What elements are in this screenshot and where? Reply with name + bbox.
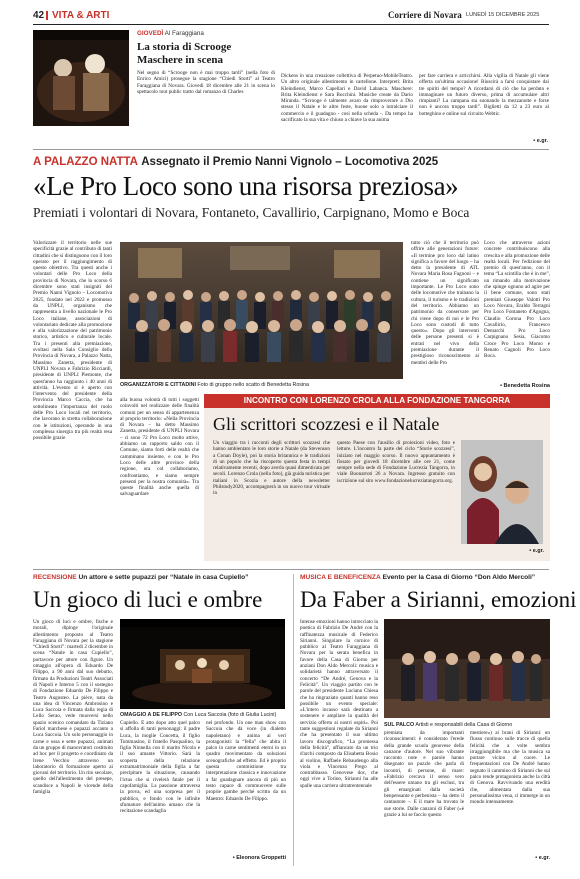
main-headline: «Le Pro Loco sono una risorsa preziosa» <box>33 171 459 201</box>
header-rule <box>33 24 549 25</box>
crola-byline: • e.gr. <box>529 548 544 554</box>
teaser-kicker-day: GIOVEDÌ <box>137 30 164 37</box>
lower-divider <box>33 569 549 570</box>
group-photo-caption-text: Foto di gruppo nello scatto di Benedetta Rosina <box>197 382 310 388</box>
crola-text-col1: Un viaggio tra i racconti degli scrittori scozzesi che hanno ambientato le loro storie a Natale (da Stevenson a Conan Doyle), poi la storia britannica e le tradizioni di un popolo che ha riscoperto questa festa in tempi relativamente recenti, dopo averla quasi dimenticata per secoli. Lorenzo Crola (nella foto), già guida turistica per italiani in Scozia e autore della newsletter Philstudy2020, accompagnerà in un nuovo tour virtuale in <box>213 440 330 497</box>
cupiello-caption-label: OMAGGIO A DE FILIPPO <box>120 712 182 718</box>
header-divider-bar <box>46 11 48 20</box>
crola-banner: INCONTRO CON LORENZO CROLA ALLA FONDAZIONE TANGORRA <box>204 394 550 408</box>
cupiello-kicker-label: RECENSIONE <box>33 574 77 581</box>
sirianni-headline: Da Faber a Sirianni, emozioni <box>300 587 577 612</box>
main-text-col4: Loco che attraverso azioni concrete contribuiscono alla crescita e alla promozione delle realtà locali. Per l'edizione del premio di quest'anno, con il tema “La scintilla che è in me”, un rimando alla motivazione che spinge ognuno ad agire per il bene comune, sono stati premiati Giuseppe Valotti Pro Loco Novara, Eraldo Terragni Pro Loco Fontaneto d'Agogna, Claudio Corona Pro Loco Cavallirio, Francesco Demarchi Pro Loco Carpignano Sesia, Giacomo Croce Pro Loco Momo e Renato Cagnoli Pro Loco Boca. <box>484 240 550 360</box>
section-name: VITA & ARTI <box>52 10 110 21</box>
teaser-byline: • e.gr. <box>533 138 548 144</box>
main-subhead: Assegnato il Premio Nanni Vignolo – Locomotiva 2025 <box>141 156 439 168</box>
scrooge-stage-illustration <box>33 30 129 126</box>
crola-text-col2: questo Paese con l'ausilio di proiezioni video, foto e letture. L'incontro fa parte del ciclo “Storie scozzesi”, iniziato nel maggio scorso. Il nuovo appuntamento è fissato per giovedì 18 dicembre alle ore 21, come sempre nella sede di Fondazione Lucrezia Tangorra, in viale Buonarroti 26 a Novara. Ingresso gratuito con iscrizione sul sito www.fondazionelucreziatangorra.org. <box>337 440 455 484</box>
crola-title: Gli scrittori scozzesi e il Natale <box>213 414 440 434</box>
main-text-col3: tutto ciò che il territorio può offrire alle generazioni future: «Il termine pro loco dal latino significa a favore del luogo – ha detto la presidente di ATL Novara Maria Rosa Fagnoni – e contiene un significato importante. Le Pro Loco sono delle locomotive che trainano la cultura, il turismo e le tradizioni del territorio. Abbiamo un patrimonio da conservare per chi viene dopo di noi e le Pro Loco sono custodi di tutto questo». Dopo gli interventi delle persone presenti si è entrati nel vivo della premiazione durante il prestigioso riconoscimento ai membri delle Pro <box>411 240 479 366</box>
sirianni-byline: • e.gr. <box>535 855 550 861</box>
cupiello-text-col1: Un gioco di luci e ombre, fische e morali, dipinge l'originale allestimento proposto al Teatro Faraggiana di Novara per la stagione “Chiedi Storti”: martedì 2 dicembre in scena “Natale in casa Cupiello”, portavoce per attore con figure. Un omaggio all'opera di Eduardo De Filippo, a 90 anni dal suo debutto, firmato da Produzioni Teatri Associati di Napoli e Interno 5 con il sostegno di Fondazione Eduardo De Filippo e Teatro Augusteo. La pièce, nata da una idea di Vincenzo Ambrosino e Luca Saccoia e firmata dalla regia di Lello Serao, vede muoversi nello spazio scenico comandato da Tiziano Fariol marchese e pupazzi accanto a Luca Saccoia. Un solo personaggio in carne e ossa e sette pupazzi, animati da un gruppo di manovratori costituito ad hoc per il progetto e coordinato da Irene Vecchio attraverso un laboratorio di formazione aperto ai giovani del territorio. Un rito secolare, quello dell'allestimento del presepe, scandisce a Napoli le vicende della famiglia <box>33 619 113 796</box>
teaser-kicker-place: Al Faraggiana <box>164 30 204 37</box>
sirianni-caption <box>384 722 550 728</box>
teaser-text-col3: per fare carriera e arricchirsi. Alla vigilia di Natale gli viene offerta un'ultima occasione! Riuscirà a farsi conquistare dai tre spiriti del tempo? A ricordarsi di ciò che ha perduto e immaginare un futuro diverso, prima di accumulare altri rimpianti? La campana sta suonando la mezzanotte e forse non è ancora troppo tardi”. Biglietti da 12 a 23 euro al botteghino e online sul circuito Webtic. <box>419 73 549 117</box>
sirianni-subhead: Evento per la Casa di Giorno “Don Aldo Mercoli” <box>382 574 536 581</box>
cupiello-caption-text: Con Luca Saccoia (foto di Giulia Lucini) <box>183 712 277 718</box>
main-kicker-place: A PALAZZO NATTA <box>33 156 138 168</box>
cupiello-byline: • Eleonora Groppetti <box>232 855 286 861</box>
sirianni-text-col3: mestiere») ai brani di Sirianni: un flusso continuo sulle tracce di quella felicità che a volte sembra irraggiungibile ma che la musica sa portare vicino al cuore. Le frequentazioni con De André hanno segnato il cammino di Sirianni che sul palco rende protagonista anche la città di Genova. Ravvivando una eredità che, alimentata dalla sua personalissima vena, ci immerge in un mondo intensamente. <box>470 730 550 806</box>
main-text-col1: Valorizzare il territorio nelle sue specificità grazie al contributo di tanti cittadini che si distinguono con il loro operato per il raggiungimento di questo obiettivo. Tra questi anche i volontari delle Pro Loco della provincia di Novara, che lo scorso 6 dicembre sono stati insigniti del Premio Nanni Vignolo – Locomotiva 2025, fondato nel 2022 e promosso da UNPLI, organismo che rappresenta a livello nazionale le Pro Loco italiane, associazioni di volontariato dedicate alla promozione e alla valorizzazione del patrimonio storico, artistico e culturale locale. Tra i presenti alla premiazione, svoltasi nella Sala Consiglio della Provincia di Novara, a Palazzo Natta, Massimo Zanetta, presidente di UNPLI Novara e Fabrizio Ricciardi, presidente di UNPLI Piemonte, che quest'anno ha raggiunto i 40 anni di attività. L'evento si è aperto con l'intervento del presidente della Provincia Marco Caccia, che ha sottolineato l'importanza del ruolo delle Pro Loco locali nel territorio, che lavorano in stretta collaborazione con le istituzioni, operando in una complessa sinergia tra più realtà resa possibile grazie <box>33 240 112 442</box>
sirianni-kicker-label: MUSICA E BENEFICENZA <box>300 574 381 581</box>
sirianni-text-col1: Intense emozioni hanno intrecciato la poetica di Fabrizio De André con la raffinatezza musicale di Federico Sirianni. Singolare la cornice di pubblico al Teatro Faraggiana di Novara per la serata benefica in favore della Casa di Giorno per anziani Don Aldo Mercoli: musica e solidarietà hanno attraversato il concerto “De André, Genova e la Felicità”. Un viaggio partito con le parole del presidente Luciano Chiesa che ha ringraziato quanti hanno reso possibile un evento speciale: «L'intero incasso sarà destinato a sostenere e ampliare la qualità del servizio offerto ai nostri ospiti». Poi tante suggestioni regalate da Sirianni che ha presentato il suo ultimo lavoro discografico, “La promessa della felicità”, affiancato da un trio d'archi composto da Elisabetta Bosio al violino, Raffaele Rebaudengo alla viola e Vincenzo Prego al contrabbasso. Genovese doc, che oggi vive a Torino, Sirianni ha alle spalle una carriera ultratrentennale <box>300 619 378 789</box>
main-kicker <box>33 156 438 168</box>
cupiello-caption <box>120 712 285 718</box>
cupiello-text-col2: Cupiello. È atto dopo atto quel palco si affolla di tanti personaggi: il padre Luca, la moglie Concetta, il figlio Tommasino, il fratello Pasqualino, la figlia Ninnella con il marito Nicola e il suo amante Vittorio. Sarà la scoperta della relazione extramatrimoniale della figlia a far precipitare la situazione, causando l'ictus che si rivelerà fatale per il capofamiglia. La passione attraversa la prova, ed una sorpresa per il pubblico, e fondo con le infinite sfumature dell'animo umano che la recitazione scandaglia <box>120 720 200 815</box>
crola-portrait-photo <box>461 440 543 544</box>
teaser-title: La storia di Scrooge Maschere in scena <box>137 41 232 66</box>
sirianni-stage-illustration <box>384 619 550 718</box>
group-photo-caption-label: ORGANIZZATORI E CITTADINI <box>120 382 196 388</box>
cupiello-text-col3: nel profondo. Un one man show con Saccoia che dà voce (in dialetto napoletano) e anima ai veri protagonisti: la “fella” che abita il palco in carne sentimenti eterni in un quadro movimentato da soluzioni scenografiche ad effetto. Ed è proprio questa commistione tra interpretazione classica e innovazione a far guadagnare ancora di più un testo capace di commuovere sulle proprie gambe perché scritto da un Maestro: Eduardo De Filippo. <box>206 720 286 802</box>
group-photo-illustration <box>120 242 403 379</box>
cupiello-subhead: Un attore e sette pupazzi per “Natale in casa Cupiello” <box>78 574 249 581</box>
teaser-text-col2: Dickens in una creazione collettiva di Perpetuo-MobileTeatro. Un altro originale allestimento in cartellone. Interpreti: Brita Kleindienst, Marco Capellari e David Labanca. Maschere: Brita Kleindienst e Sara Bocchini. Musiche create da Dario Miranda. “Scrooge è talmente avaro da rimproverare a Dio stesso il Natale e le altre feste, buone solo a intralciare il commercio e il guadagno - così nella scheda -. Da tempo ha sacrificato la sua vita e chiuso a chiave la sua anima <box>281 73 413 124</box>
sirianni-stage-photo <box>384 619 550 718</box>
teaser-kicker <box>137 30 204 37</box>
group-photo-caption <box>120 382 403 388</box>
crola-portrait-illustration <box>461 440 543 544</box>
group-photo <box>120 242 403 379</box>
cupiello-headline: Un gioco di luci e ombre <box>33 587 263 612</box>
main-deck: Premiati i volontari di Novara, Fontaneto, Cavallirio, Carpignano, Momo e Boca <box>33 205 470 220</box>
newspaper-name: Corriere di Novara <box>388 10 462 20</box>
sirianni-caption-label: SUL PALCO <box>384 722 415 728</box>
issue-date: LUNEDÌ 15 DICEMBRE 2025 <box>466 12 540 18</box>
cupiello-stage-photo <box>120 619 285 709</box>
page-number: 42 <box>33 10 45 21</box>
main-byline: • Benedetta Rosina <box>500 383 550 389</box>
cupiello-kicker <box>33 574 248 581</box>
sirianni-caption-text: Artisti e responsabili della Casa di Giorno <box>415 722 513 728</box>
teaser-divider <box>33 149 549 150</box>
lower-column-separator <box>293 574 294 866</box>
cupiello-stage-illustration <box>120 619 285 709</box>
sirianni-text-col2: premiata da importanti riconoscimenti: è considerato l'erede della grande scuola genovese della canzone d'autore. Nel suo vibrante racconto note e parole hanno disegnato un puzzle che parla di incontri, di persone, di mare: «Fabrizio cercava il senso vero dell'essere umano tra gli esclusi, tra gli emarginati dalla società benpensante e perbenista – ha detto il cantautore –. E il mare ha trovato le sue storie. Dalle canzoni di Faber (»è grazie a lui se faccio questo <box>384 730 464 818</box>
sirianni-kicker <box>300 574 535 581</box>
scrooge-photo <box>33 30 129 126</box>
teaser-text-col1: Nel segno di “Scrooge non è mai troppo tardi” (nella foto di Enrico Amici) prosegue la stagione “Chiedi Storti” al Teatro Faraggiana di Novara. Giovedì 18 dicembre alle 21 in scena lo spettacolo tout public tratto dal romanzo di Charles <box>137 70 275 95</box>
main-text-col2: alla buona volontà di tutti i soggetti coinvolti nel realizzare delle finalità comuni per un senso di appartenenza al proprio territorio: «Nella Provincia di Novara – ha detto Massimo Zanetta, presidente di UNPLI Novara – ci sono 72 Pro Loco molto attive, abbiamo un rapporto saldo con il Comune, siamo forti delle realtà che camminano insieme, e con le Pro Loco delle altre province della regione, ora col collaboriamo, confrontiamo, e siamo sempre presenti per la nostra comunità». Tra queste finalità anche quella di salvaguardare <box>120 397 199 498</box>
